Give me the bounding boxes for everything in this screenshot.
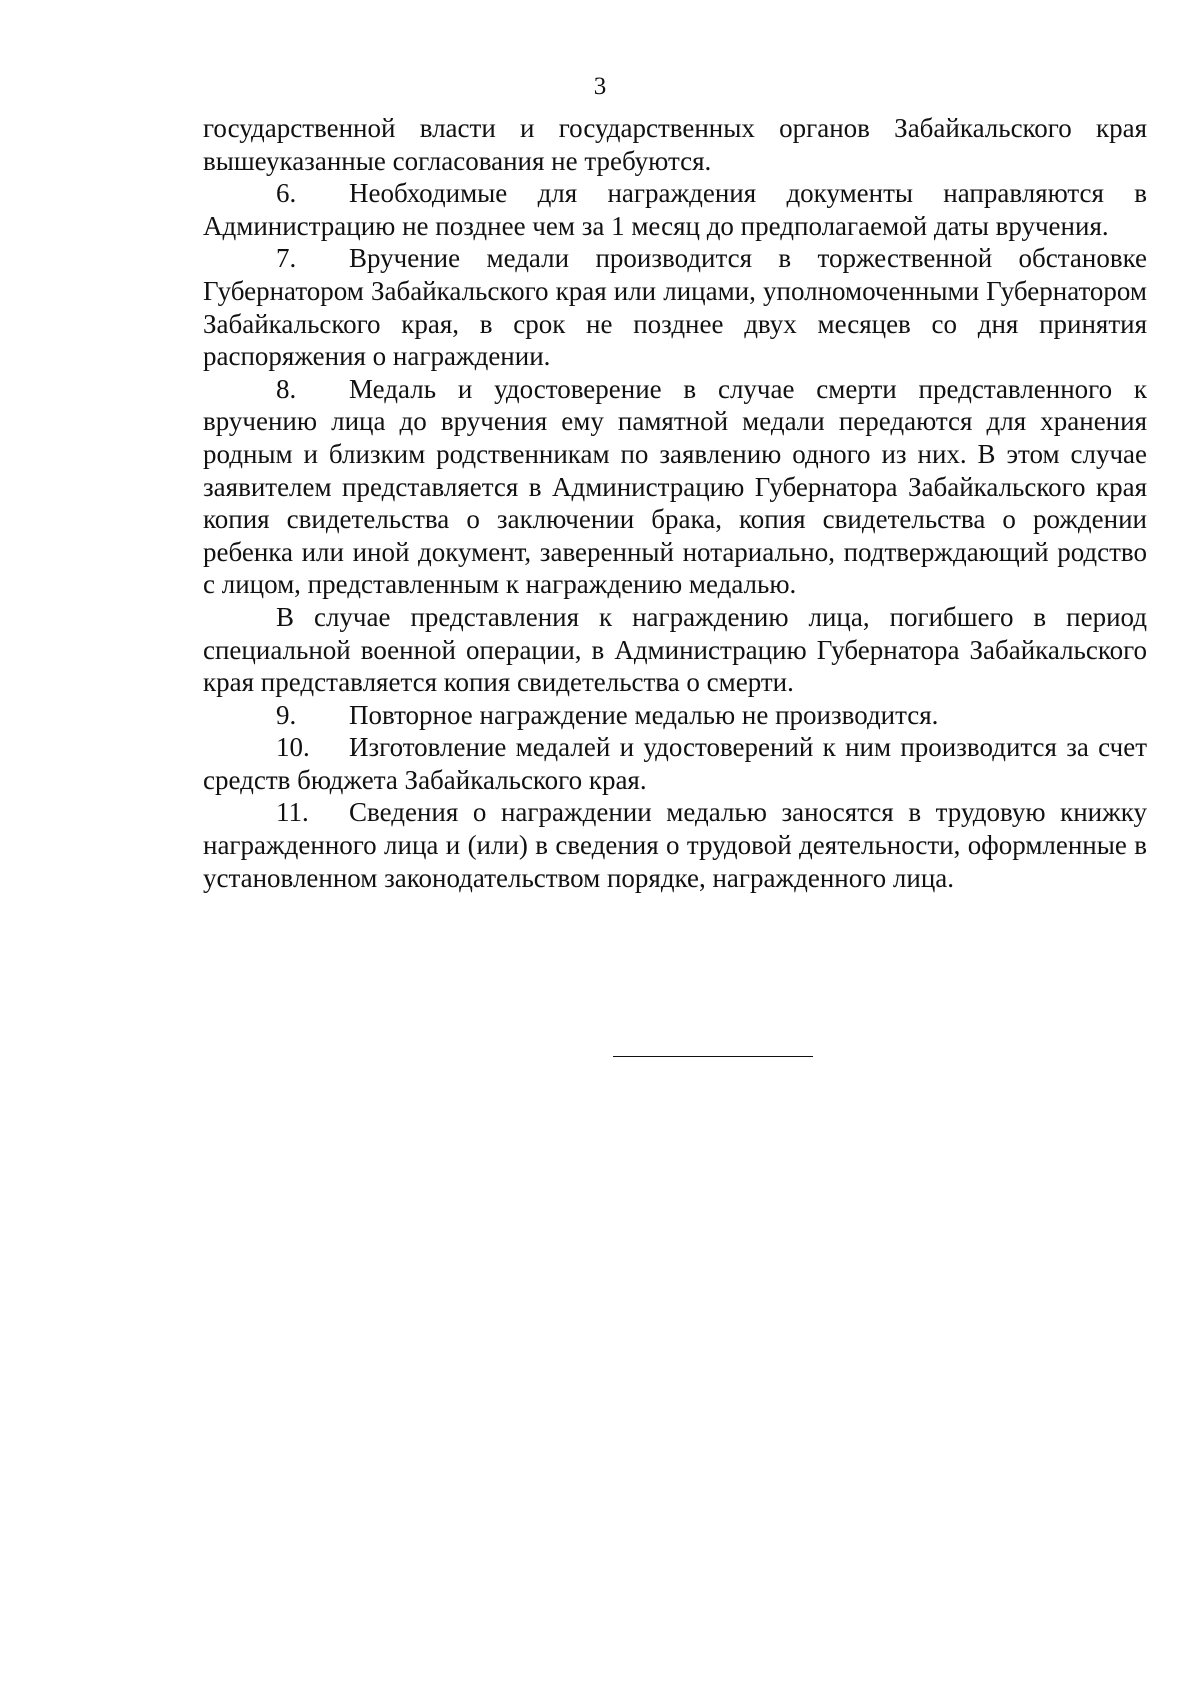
page-number: 3 [593, 73, 607, 100]
document-body [203, 112, 1147, 894]
paragraph-text: государственной власти и государственных органов Забайкальского края вышеуказанные согласования не требуются. [203, 113, 1147, 176]
paragraph-number: 6. [276, 178, 297, 209]
paragraph-continuation [203, 112, 1147, 177]
paragraph-text: Повторное награждение медалью не производится. [349, 699, 939, 730]
paragraph-text: В случае представления к награждению лица, погибшего в период специальной военной операции, в Администрацию Губернатора Забайкальского края представляется копия свидетельства о смерти. [203, 601, 1147, 698]
paragraph-text: Необходимые для награждения документы направляются в Администрацию не позднее чем за 1 месяц до предполагаемой даты вручения. [203, 178, 1147, 241]
paragraph-number: 9. [276, 699, 297, 730]
paragraph-item-6 [203, 177, 1147, 242]
paragraph-text: Изготовление медалей и удостоверений к ним производится за счет средств бюджета Забайкальского края. [203, 732, 1147, 795]
paragraph-number: 8. [276, 373, 297, 404]
paragraph-item-11 [203, 796, 1147, 894]
paragraph-text: Сведения о награждении медалью заносятся в трудовую книжку награжденного лица и (или) в сведения о трудовой деятельности, оформленные в установленном законодательством порядке, награжденного лица. [203, 797, 1147, 893]
end-of-document-rule [613, 1056, 813, 1057]
paragraph-number: 11. [276, 797, 309, 828]
paragraph-number: 10. [276, 732, 310, 763]
paragraph-number: 7. [276, 243, 297, 274]
paragraph-text: Медаль и удостоверение в случае смерти представленного к вручению лица до вручения ему памятной медали передаются для хранения родным и близким родственникам по заявлению одного из них. В этом случае заявителем представляется в Администрацию Губернатора Забайкальского края копия свидетельства о заключении брака, копия свидетельства о рождении ребенка или иной документ, заверенный нотариально, подтверждающий родство с лицом, представленным к награждению медалью. [203, 373, 1147, 600]
paragraph-item-10 [203, 731, 1147, 796]
paragraph-text: Вручение медали производится в торжественной обстановке Губернатором Забайкальского края или лицами, уполномоченными Губернатором Забайкальского края, в срок не позднее двух месяцев со дня принятия распоряжения о награждении. [203, 243, 1147, 372]
paragraph-item-9 [203, 699, 1147, 732]
paragraph-item-7 [203, 242, 1147, 372]
paragraph-item-8-addendum [203, 601, 1147, 699]
paragraph-item-8 [203, 373, 1147, 601]
